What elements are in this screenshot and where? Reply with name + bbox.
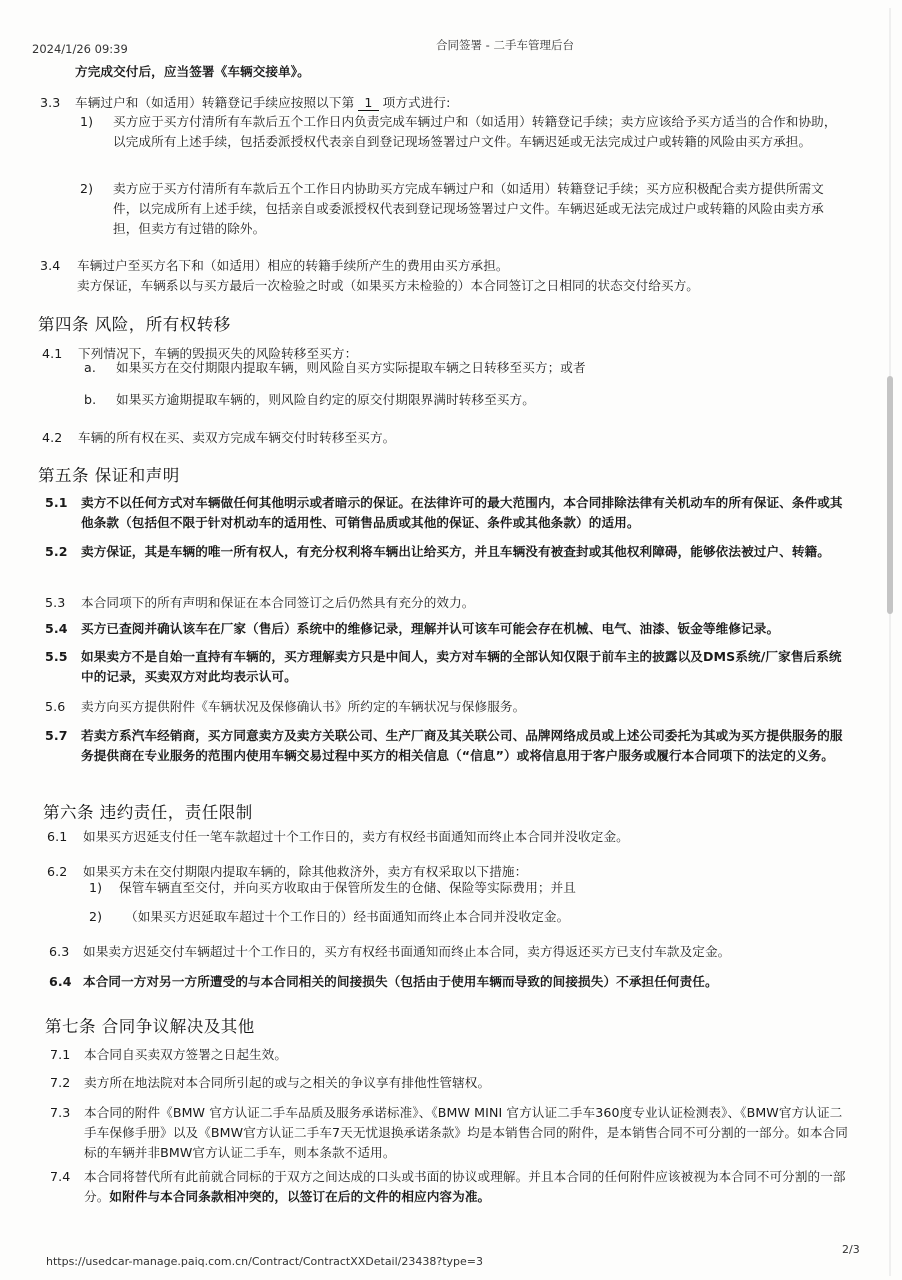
clause-5-3: 5.3 本合同项下的所有声明和保证在本合同签订之后仍然具有充分的效力。 — [45, 595, 475, 610]
section-7-heading: 第七条 合同争议解决及其他 — [45, 1017, 255, 1036]
clause-5-6: 5.6 卖方向买方提供附件《车辆状况及保修确认书》所约定的车辆状况与保修服务。 — [45, 699, 526, 714]
clause-3-3: 3.3 车辆过户和（如适用）转籍登记手续应按照以下第 1 项方式进行: — [40, 93, 840, 113]
clause-4-1-a: a. 如果买方在交付期限内提取车辆，则风险自买方实际提取车辆之日转移至买方；或者 — [84, 360, 586, 375]
clause-7-4: 7.4 本合同将替代所有此前就合同标的于双方之间达成的口头或书面的协议或理解。并且本合同的任何附件应该被视为本合同不可分割的一部分。如附件与本合同条款相冲突的，以签订在后的文件的相应内容为准。 — [50, 1169, 846, 1204]
clause-5-5: 5.5 如果卖方不是自始一直持有车辆的，买方理解卖方只是中间人，卖方对车辆的全部认知仅限于前车主的披露以及DMS系统/厂家售后系统中的记录，买卖双方对此均表示认可。 — [45, 649, 842, 684]
footer-page-number: 2/3 — [842, 1243, 860, 1256]
section-4-heading: 第四条 风险，所有权转移 — [38, 315, 231, 334]
clause-7-1: 7.1 本合同自买卖双方签署之日起生效。 — [50, 1047, 288, 1062]
clause-4-1-b: b. 如果买方逾期提取车辆的，则风险自约定的原交付期限界满时转移至买方。 — [84, 392, 535, 407]
scroll-thumb[interactable] — [887, 376, 893, 614]
clause-5-4: 5.4 买方已查阅并确认该车在厂家（售后）系统中的维修记录，理解并认可该车可能会存在机械、电气、油漆、钣金等维修记录。 — [45, 621, 780, 636]
clause-number: 3.3 — [40, 95, 61, 110]
clause-6-2-2: 2) （如果买方迟延取车超过十个工作日的）经书面通知而终止本合同并没收定金。 — [89, 909, 570, 924]
fill-in-blank: 1 — [358, 95, 378, 111]
clause-5-2: 5.2 卖方保证，其是车辆的唯一所有权人，有充分权利将车辆出让给买方，并且车辆没有被查封或其他权利障碍，能够依法被过户、转籍。 — [45, 544, 830, 559]
clause-6-1: 6.1 如果买方迟延支付任一笔车款超过十个工作日的，卖方有权经书面通知而终止本合同并没收定金。 — [47, 829, 629, 844]
clause-6-2: 6.2 如果买方未在交付期限内提取车辆的，除其他救济外，卖方有权采取以下措施： — [47, 864, 528, 879]
header-datetime: 2024/1/26 09:39 — [32, 42, 128, 56]
section-6-heading: 第六条 违约责任，责任限制 — [43, 803, 253, 822]
clause-3-2-tail: 方完成交付后，应当签署《车辆交接单》。 — [75, 64, 310, 79]
clause-6-3: 6.3 如果卖方迟延交付车辆超过十个工作日的，买方有权经书面通知而终止本合同，卖方得返还买方已支付车款及定金。 — [49, 944, 731, 959]
clause-7-2: 7.2 卖方所在地法院对本合同所引起的或与之相关的争议享有排他性管辖权。 — [50, 1075, 491, 1090]
clause-3-4: 3.4 车辆过户至买方名下和（如适用）相应的转籍手续所产生的费用由买方承担。 卖方保证，车辆系以与买方最后一次检验之时或（如果买方未检验的）本合同签订之日相同的状态交付给买方。 — [40, 258, 699, 293]
header-title: 合同签署 - 二手车管理后台 — [436, 38, 574, 52]
footer-url[interactable]: https://usedcar-manage.paiq.com.cn/Contract/ContractXXDetail/23438?type=3 — [46, 1255, 483, 1268]
scroll-track — [889, 8, 891, 1276]
scrollbar[interactable] — [886, 8, 894, 1276]
clause-3-3-option-2: 2) 卖方应于买方付清所有车款后五个工作日内协助买方完成车辆过户和（如适用）转籍登记手续；买方应积极配合卖方提供所需文件，以完成所有上述手续，包括亲自或委派授权代表到登记现场签署过户文件。车辆迟延或无法完成过户或转籍的风险由卖方承担，但卖方有过错的除外。 — [80, 181, 824, 236]
clause-7-3: 7.3 本合同的附件《BMW 官方认证二手车品质及服务承诺标准》、《BMW MINI 官方认证二手车360度专业认证检测表》、《BMW官方认证二手车保修手册》以及《BMW官方认证二手车7天无忧退换承诺条款》均是本销售合同的附件，是本销售合同不可分割的一部分。如本合同标的车辆并非BMW官方认证二手车，则本条款不适用。 — [50, 1105, 848, 1160]
clause-5-7: 5.7 若卖方系汽车经销商，买方同意卖方及卖方关联公司、生产厂商及其关联公司、品牌网络成员或上述公司委托为其或为买方提供服务的服务提供商在专业服务的范围内使用车辆交易过程中买方的相关信息（“信息”）或将信息用于客户服务或履行本合同项下的法定的义务。 — [45, 728, 843, 763]
clause-3-3-option-1: 1) 买方应于买方付清所有车款后五个工作日内负责完成车辆过户和（如适用）转籍登记手续；卖方应该给予买方适当的合作和协助，以完成所有上述手续，包括委派授权代表亲自到登记现场签署过户文件。车辆迟延或无法完成过户或转籍的风险由买方承担。 — [80, 114, 837, 149]
section-5-heading: 第五条 保证和声明 — [38, 466, 180, 485]
clause-6-2-1: 1) 保管车辆直至交付，并向买方收取由于保管所发生的仓储、保险等实际费用；并且 — [89, 880, 576, 895]
clause-4-1: 4.1 下列情况下，车辆的毁损灭失的风险转移至买方： — [42, 346, 358, 361]
clause-5-1: 5.1 卖方不以任何方式对车辆做任何其他明示或者暗示的保证。在法律许可的最大范围内，本合同排除法律有关机动车的所有保证、条件或其他条款（包括但不限于针对机动车的适用性、可销售品质或其他的保证、条件或其他条款）的适用。 — [45, 495, 843, 530]
clause-4-2: 4.2 车辆的所有权在买、卖双方完成车辆交付时转移至买方。 — [42, 430, 396, 445]
clause-6-4: 6.4 本合同一方对另一方所遭受的与本合同相关的间接损失（包括由于使用车辆而导致的间接损失）不承担任何责任。 — [49, 974, 718, 989]
